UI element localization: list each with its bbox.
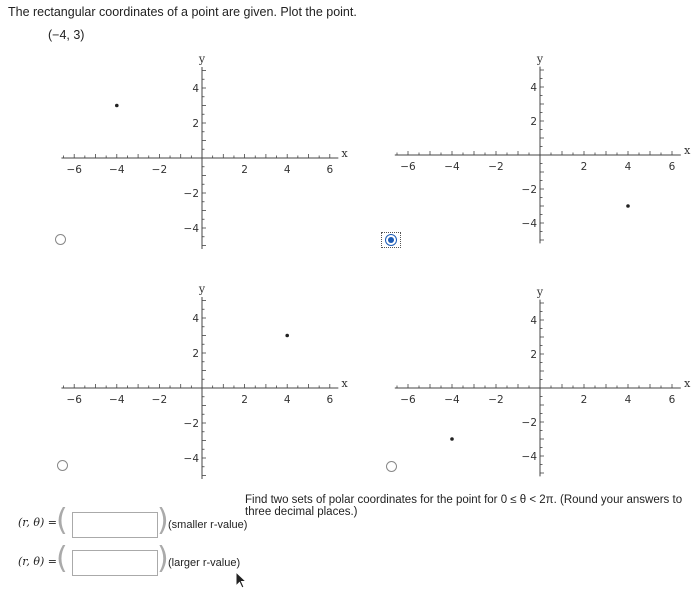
graph-a-plot [62,52,362,245]
row1-open-paren: ( [56,503,68,538]
x-tick-label: 4 [283,164,291,176]
graph-c-plot [62,282,362,475]
y-tick-label: 2 [530,349,537,361]
y-tick-label: −2 [183,418,199,430]
radio-option-b[interactable] [381,232,401,248]
y-axis-label: y [536,285,544,299]
x-tick-label: −6 [66,164,82,176]
y-tick-label: 2 [192,348,199,360]
larger-r-answer-input[interactable] [72,550,158,576]
y-tick-label: 4 [530,315,537,327]
x-tick-label: 6 [668,394,676,406]
x-tick-label: −6 [400,394,416,406]
x-tick-label: 2 [241,394,248,406]
plotted-point [285,334,289,338]
x-tick-label: −2 [488,394,504,406]
graph-c [62,282,362,480]
y-tick-label: 2 [530,116,537,128]
y-tick-label: −2 [521,184,537,196]
x-tick-label: −4 [109,394,125,406]
x-tick-label: −2 [151,164,168,176]
y-tick-label: −4 [183,453,199,465]
larger-r-qualifier: (larger r-value) [168,557,241,569]
y-tick-label: 4 [192,313,199,325]
row2-close-paren: ) [157,541,169,576]
x-tick-label: −4 [444,161,460,173]
row1-close-paren: ) [157,503,169,538]
smaller-r-answer-input[interactable] [72,512,158,538]
row2-label: (r, θ) = [18,555,57,568]
x-tick-label: 6 [668,161,676,173]
y-axis-label: y [198,282,206,296]
y-tick-label: −4 [521,218,537,230]
x-tick-label: 2 [580,161,588,173]
row1-label: (r, θ) = [18,516,57,529]
y-tick-label: 2 [192,118,199,130]
x-tick-label: 2 [241,164,248,176]
y-tick-label: 4 [530,82,537,94]
x-tick-label: 4 [283,394,291,406]
radio-option-a[interactable] [55,234,66,245]
x-tick-label: 4 [624,394,632,406]
row2-open-paren: ( [56,541,68,576]
x-tick-label: −4 [109,164,125,176]
radio-option-c[interactable] [57,460,68,471]
question-prompt: The rectangular coordinates of a point are given. Plot the point. [8,5,357,19]
x-tick-label: −2 [151,394,168,406]
graph-a [62,52,362,250]
x-tick-label: −2 [488,161,504,173]
x-tick-label: −6 [66,394,82,406]
y-tick-label: −2 [521,417,537,429]
radio-option-d[interactable] [386,461,397,472]
x-axis-label: x [341,377,348,390]
plotted-point [450,437,454,441]
mouse-cursor-icon [234,571,248,591]
x-axis-label: x [341,147,348,160]
y-axis-label: y [198,52,206,66]
y-tick-label: −4 [521,451,537,463]
plotted-point [626,204,630,208]
x-axis-label: x [684,377,691,390]
y-tick-label: −4 [183,223,199,235]
x-tick-label: 2 [580,394,588,406]
polar-instruction: Find two sets of polar coordinates for the point for 0 ≤ θ < 2π. (Round your answers to three decimal places.) [245,494,683,518]
x-tick-label: −6 [400,161,416,173]
x-tick-label: 4 [624,161,632,173]
y-tick-label: 4 [192,83,199,95]
given-point: (−4, 3) [48,28,85,42]
smaller-r-qualifier: (smaller r-value) [168,519,248,531]
graph-b [400,52,690,247]
y-axis-label: y [536,52,544,66]
radio-selected-dot [385,234,397,246]
graph-d [400,285,690,480]
x-axis-label: x [684,144,691,157]
x-tick-label: 6 [326,394,334,406]
x-tick-label: 6 [326,164,334,176]
y-tick-label: −2 [183,188,199,200]
x-tick-label: −4 [444,394,460,406]
graph-d-plot [400,285,690,475]
plotted-point [115,104,119,108]
graph-b-plot [400,52,690,242]
